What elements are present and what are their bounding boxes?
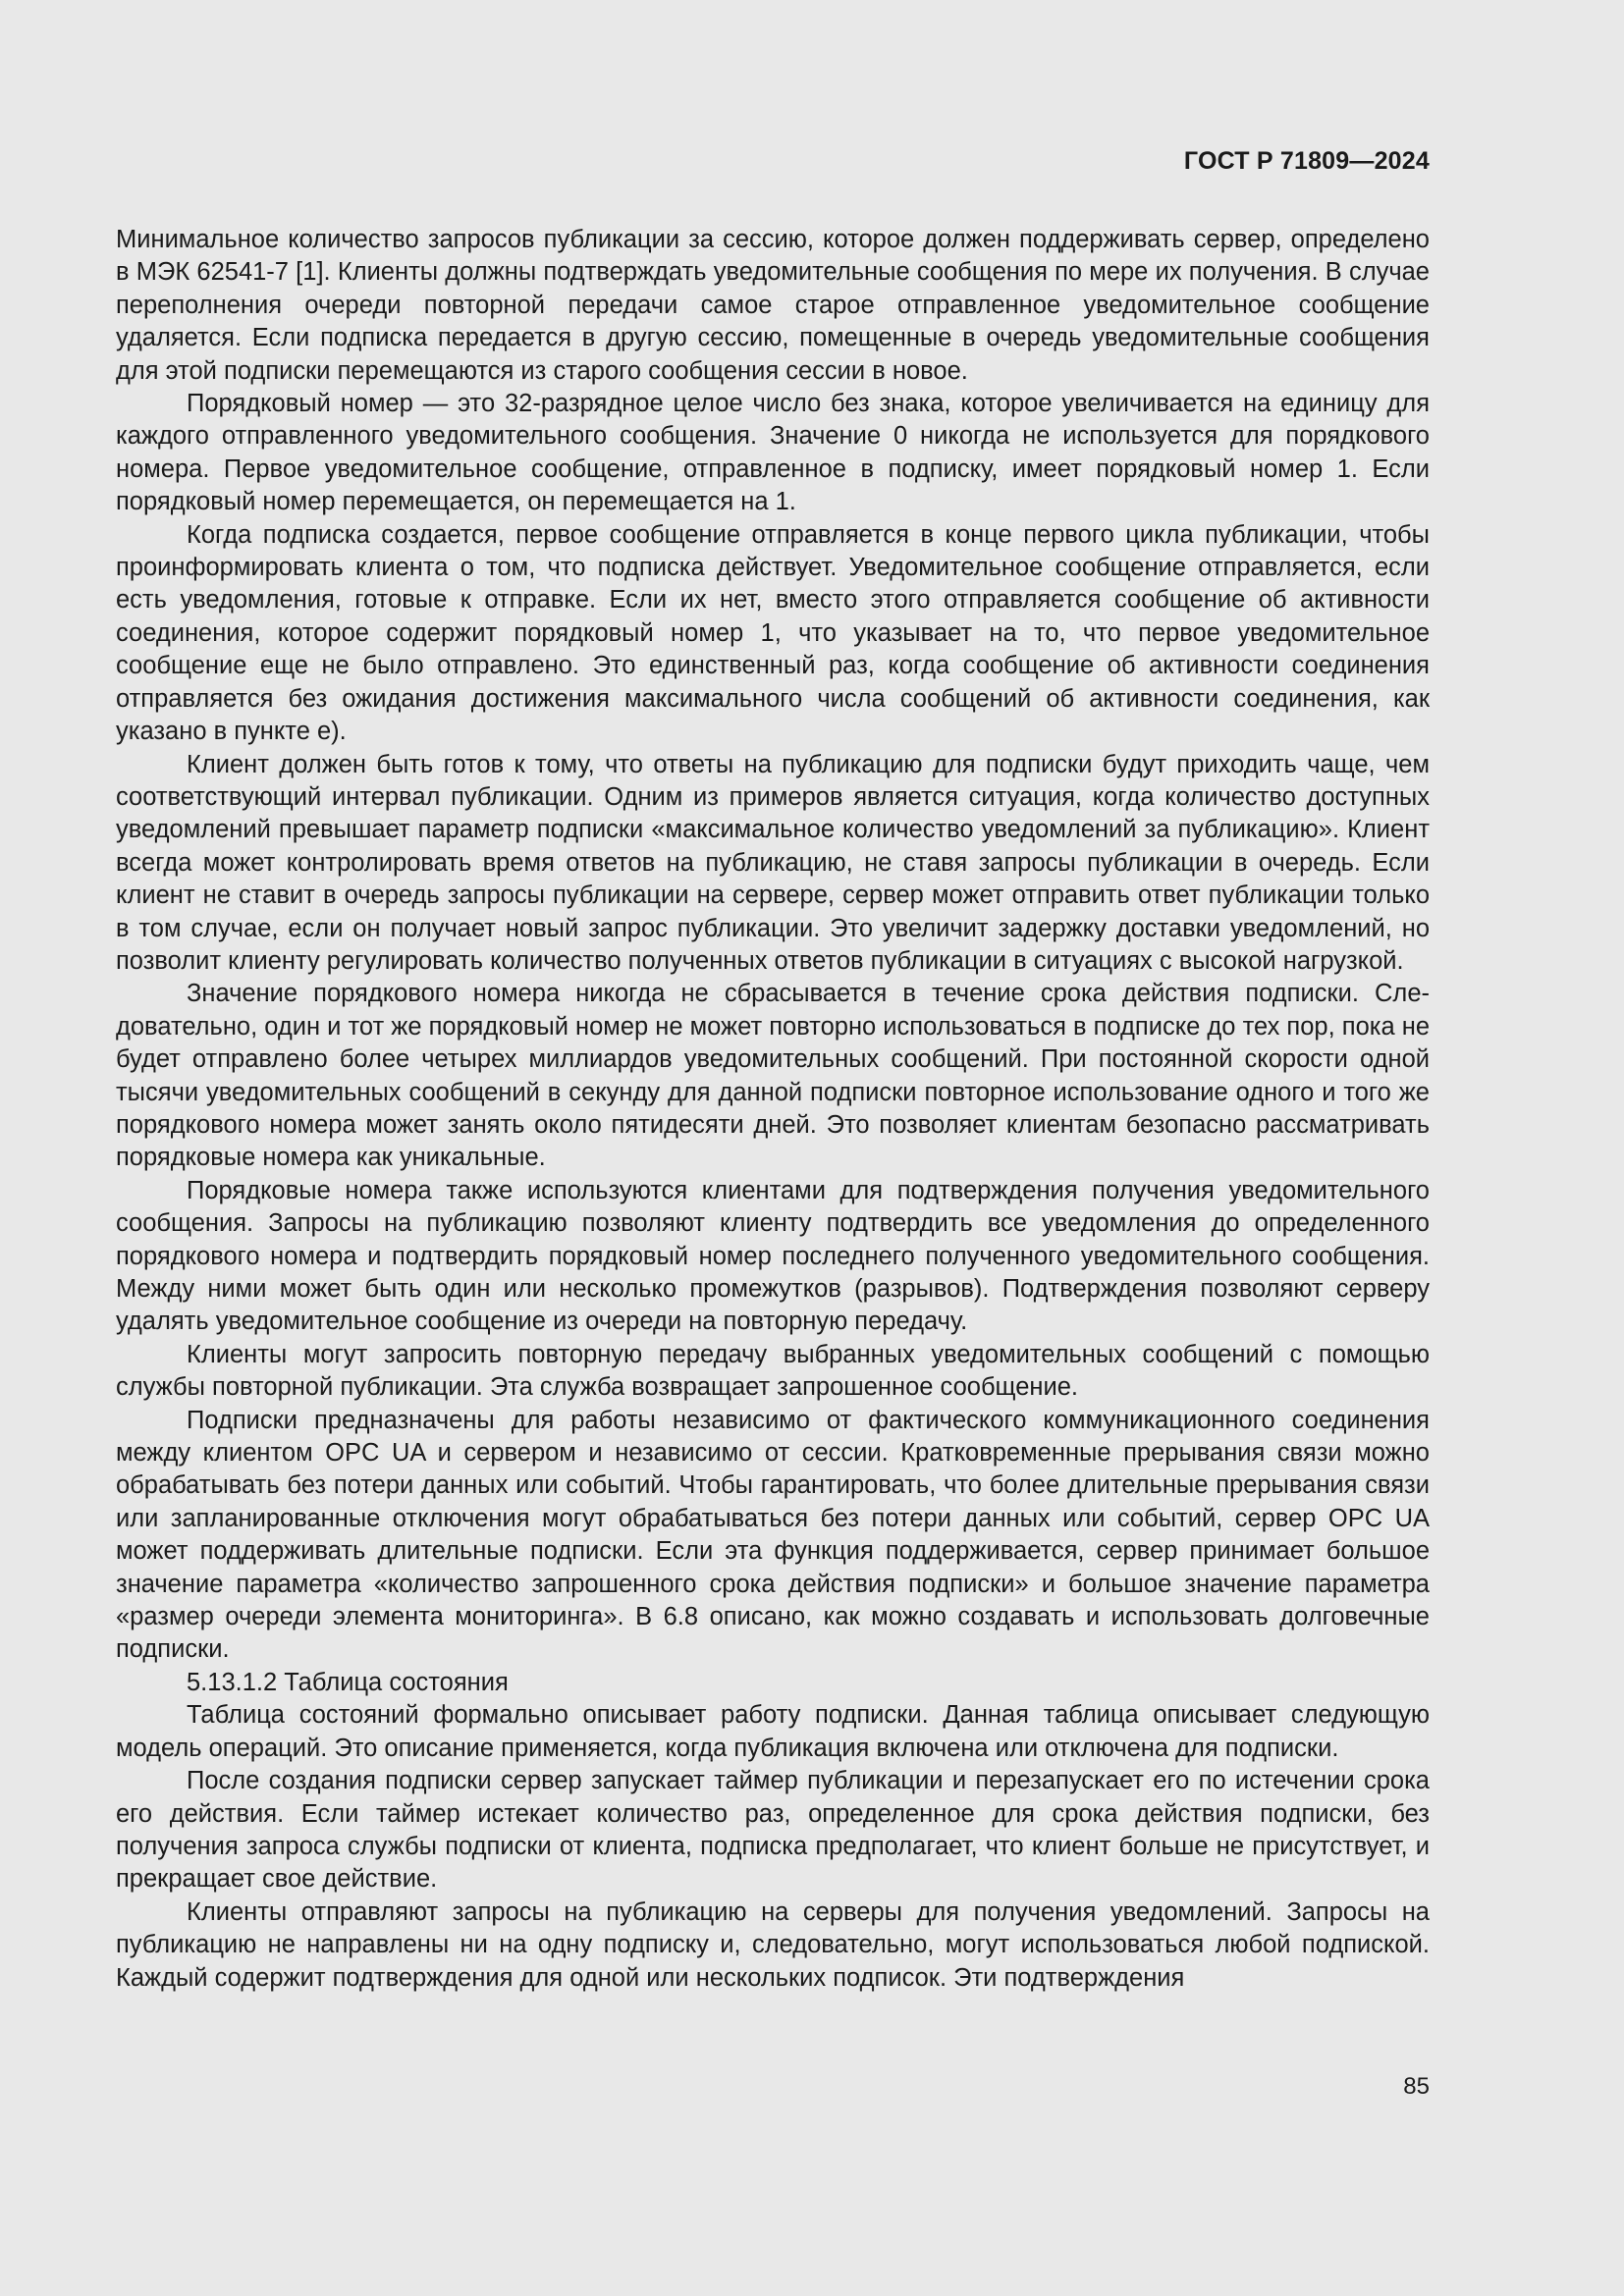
paragraph: Минимальное количество запросов публикации за сессию, которое должен поддерживать сервер, определено в МЭК 62541-7 [1]. Клиенты должны подтверждать уведомительные сообщения по мере их получения. В случае переполнения очереди повторной передачи самое старое отправленное уведомительное сообщение удаляется. Если подписка передается в другую сессию, помещенные в очередь уведомительные сообщения для этой подписки перемещаются из старого сообщения сессии в новое. [116,226,1430,385]
paragraph: Клиент должен быть готов к тому, что ответы на публикацию для подписки будут приходить чаще, чем соответствующий интервал публикации. Одним из примеров является ситуация, когда количество доступных уведомлений превышает параметр подписки «максимальное количество уведомлений за публикацию». Клиент всегда может контролировать время ответов на публикацию, не ставя запросы публикации в очередь. Если клиент не ставит в очередь запросы публикации на сервере, сервер может отправить ответ публикации только в том случае, если он получает новый запрос публикации. Это увеличит задержку доставки уведомлений, но позволит клиенту регулировать количество полученных ответов публикации в ситуациях с высокой нагрузкой. [116,750,1430,975]
section-heading: 5.13.1.2 Таблица состояния [187,1668,509,1696]
paragraph: Порядковые номера также используются клиентами для подтверждения получения уведомительного сообщения. Запросы на публикацию позволяют клиенту подтвердить все уведомления до определенного порядкового номера и подтвердить порядковый номер последнего полученного уведомительного сообщения. Между ними может быть один или несколько промежутков (разрывов). Подтверждения позволяют серверу удалять уведомительное сообщение из очереди на повторную передачу. [116,1176,1430,1336]
paragraph: Клиенты могут запросить повторную передачу выбранных уведомительных сообщений с помощью службы повторной публикации. Эта служба возвращает запрошенное сообщение. [116,1340,1430,1402]
paragraph: Таблица состояний формально описывает работу подписки. Данная таблица описывает следующую модель операций. Это описание применяется, когда публикация включена или отключена для подписки. [116,1701,1430,1762]
paragraph: Клиенты отправляют запросы на публикацию на серверы для получения уведомлений. Запросы на публикацию не направлены ни на одну подписку и, следовательно, могут использоваться любой подпиской. Каждый содержит подтверждения для одной или нескольких подписок. Эти подтверждения [116,1897,1430,1992]
paragraph: После создания подписки сервер запускает таймер публикации и перезапускает его по истечении срока его действия. Если таймер истекает количество раз, определенное для срока действия подписки, без получения запроса службы подписки от клиента, подписка предполагает, что клиент больше не присутствует, и прекращает свое действие. [116,1767,1430,1894]
paragraph: Когда подписка создается, первое сообщение отправляется в конце первого цикла публикации, чтобы проинформировать клиента о том, что подписка действует. Уведомительное сообщение отправляется, если есть уведомления, готовые к отправке. Если их нет, вместо этого отправляется сообщение об активности соединения, которое содержит порядковый номер 1, что указывает на то, что первое уведомительное сообщение еще не было отправлено. Это единственный раз, когда сообщение об активности соединения отправляется без ожидания достижения максимального числа сообщений об активности соединения, как указано в пункте е). [116,520,1430,746]
page-number: 85 [1403,2073,1430,2100]
document-header: ГОСТ Р 71809—2024 [1183,147,1430,175]
paragraph: Порядковый номер — это 32-разрядное целое число без знака, которое увеличивается на единицу для каждого отправленного уведомительного сообщения. Значение 0 никогда не используется для порядкового номера. Первое уведомительное сообщение, отправленное в подписку, имеет порядковый номер 1. Если порядковый номер перемещается, он перемещается на 1. [116,390,1430,516]
paragraph: Подписки предназначены для работы независимо от фактического коммуникационного соединения между клиентом OPC UA и сервером и независимо от сессии. Кратковременные прерывания связи можно обрабатывать без потери данных или событий. Чтобы гарантировать, что более длительные прерывания связи или запланированные отключения могут обрабатываться без потери данных или событий, сервер OPC UA может поддерживать длительные подписки. Если эта функция поддерживается, сервер принимает большое значение параметра «количество запрошенного срока действия подписки» и большое значение параметра «размер очереди элемента мониторинга». В 6.8 описано, как можно создавать и использовать долговечные подписки. [116,1406,1430,1664]
document-body [116,224,1430,1995]
paragraph: Значение порядкового номера никогда не сбрасывается в течение срока действия подписки. Следовательно, один и тот же порядковый номер не может повторно использоваться в подписке до тех пор, пока не будет отправлено более четырех миллиардов уведомительных сообщений. При постоянной скорости одной тысячи уведомительных сообщений в секунду для данной подписки повторное использование одного и того же порядкового номера может занять около пятидесяти дней. Это позволяет клиентам безопасно рассматривать порядковые номера как уникальные. [116,980,1430,1172]
